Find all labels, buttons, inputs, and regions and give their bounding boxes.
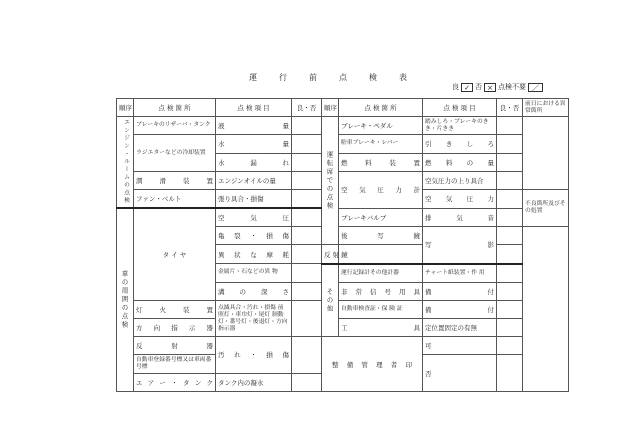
reject-label: 否 bbox=[423, 355, 497, 392]
header-row bbox=[117, 99, 569, 117]
result-cell[interactable] bbox=[292, 227, 322, 245]
recorder: 運行記録計その他計器 bbox=[339, 264, 423, 283]
pressure-gauge: 空 気 圧 力 計 bbox=[339, 171, 423, 208]
result-cell[interactable] bbox=[497, 189, 523, 208]
reject-seal[interactable] bbox=[497, 355, 523, 392]
header-seq-right: 順序 bbox=[322, 99, 339, 117]
header-location: 点 検 箇 所 bbox=[134, 99, 216, 117]
lubrication: 潤 滑 装 置 bbox=[134, 171, 216, 189]
dirt-damage: 汚 れ ・ 損 傷 bbox=[216, 337, 292, 373]
crack-damage: 亀 裂 ・ 損 傷 bbox=[216, 227, 292, 245]
header-result: 良・否 bbox=[292, 99, 322, 117]
result-cell[interactable] bbox=[497, 208, 523, 227]
header-seq: 順序 bbox=[117, 99, 134, 117]
chart-operation: チャート紙装置・作 用 bbox=[423, 264, 497, 283]
result-cell[interactable] bbox=[497, 300, 523, 318]
air-tank: エアー・タンク bbox=[134, 373, 216, 391]
result-cell[interactable] bbox=[292, 153, 322, 171]
number-plate: 自動車登録番号標又は車両番号標 bbox=[134, 355, 216, 373]
cross-mark-icon: × bbox=[484, 83, 496, 92]
water-leak: 水 漏 れ bbox=[216, 153, 292, 171]
fixed-position: 定位置固定の有無 bbox=[423, 319, 497, 337]
result-legend: 良 ✓ 否 × 点検不要 ／ bbox=[452, 82, 543, 92]
result-cell[interactable] bbox=[292, 373, 322, 391]
lever-pull: 引 き し ろ bbox=[423, 135, 497, 153]
result-cell[interactable] bbox=[292, 208, 322, 227]
belt-tension: 張り具合・損傷 bbox=[216, 189, 292, 208]
result-cell[interactable] bbox=[497, 282, 523, 300]
abnormal-wear: 異 状 な 摩 耗 bbox=[216, 245, 292, 264]
engine-oil: エンジンオイルの量 bbox=[216, 171, 292, 189]
header-result-right: 良・否 bbox=[497, 99, 523, 117]
result-cell[interactable] bbox=[497, 264, 523, 283]
groove-depth: 溝 の 深 さ bbox=[216, 282, 292, 300]
header-item: 点 検 項 目 bbox=[216, 99, 292, 117]
pressure-rise: 空気圧力の上り具合 bbox=[423, 171, 497, 189]
water-level: 水 量 bbox=[216, 135, 292, 153]
slash-mark-icon: ／ bbox=[528, 83, 543, 92]
equip-flare: 備 付 bbox=[423, 282, 497, 300]
notes-area[interactable] bbox=[523, 227, 569, 392]
result-cell[interactable] bbox=[497, 171, 523, 189]
foreign-object: 金属片・石などの異 物 bbox=[216, 264, 292, 283]
equip-cert: 備 付 bbox=[423, 300, 497, 318]
header-item-right: 点 検 項 目 bbox=[423, 99, 497, 117]
air-pressure-right: 空 気 圧 力 bbox=[423, 189, 497, 208]
approve-label: 可 bbox=[423, 337, 497, 355]
indicators: 方 向 指 示 器 bbox=[134, 319, 216, 337]
brake-reservoir: ブレーキのリザーバ・タンク bbox=[134, 117, 216, 135]
tools: 工 具 bbox=[339, 319, 423, 337]
result-cell[interactable] bbox=[292, 245, 322, 264]
group-other: その他 bbox=[322, 264, 339, 337]
fluid-level: 液 量 bbox=[216, 117, 292, 135]
approve-seal[interactable] bbox=[497, 337, 523, 355]
result-cell[interactable] bbox=[292, 135, 322, 153]
inspection-table bbox=[116, 98, 569, 392]
rear-mirror: 後 写 鏡 bbox=[339, 227, 423, 245]
result-cell[interactable] bbox=[292, 282, 322, 300]
brake-valve: ブレーキバルブ bbox=[339, 208, 423, 227]
fuel-system: 燃 料 装 置 bbox=[339, 153, 423, 171]
condensate: タンク内の凝水 bbox=[216, 373, 292, 391]
tire-air-pressure: 空 気 圧 bbox=[216, 208, 292, 227]
reflect-mirror: 反 射 鏡 bbox=[322, 245, 339, 264]
brake-pedal: ブレーキ・ペダル bbox=[339, 117, 423, 135]
tire: タ イ ヤ bbox=[134, 208, 216, 300]
fuel-qty: 燃 料 の 量 bbox=[423, 153, 497, 171]
result-cell[interactable] bbox=[292, 337, 322, 373]
fan-belt: ファン・ベルト bbox=[134, 189, 216, 208]
vehicle-cert: 自動車検査証・保 険 証 bbox=[339, 300, 423, 318]
result-cell[interactable] bbox=[339, 245, 423, 264]
bad-note: 不良箇所及びその処置 bbox=[523, 189, 569, 226]
result-cell[interactable] bbox=[497, 135, 523, 153]
light-check: 点滅具合・汚れ・損傷 前照灯・車巾灯・尾灯 制動灯・番号灯・後退灯・方向指示器 bbox=[216, 300, 292, 336]
pedal-play: 踏みしろ・ブレーキのきき・片きき bbox=[423, 117, 497, 135]
exhaust-sound: 排 気 音 bbox=[423, 208, 497, 227]
group-vehicle: 車の周囲の点検 bbox=[117, 208, 134, 391]
result-cell[interactable] bbox=[292, 189, 322, 208]
result-cell[interactable] bbox=[292, 264, 322, 283]
result-cell[interactable] bbox=[292, 300, 322, 336]
group-driver: 運転席での点検 bbox=[322, 117, 339, 245]
lights: 灯 火 装 置 bbox=[134, 300, 216, 318]
group-engine: エンジン・ルームの点検 bbox=[117, 117, 134, 208]
header-location-right: 点 検 箇 所 bbox=[339, 99, 423, 117]
prev-day-notes[interactable] bbox=[523, 117, 569, 190]
page-title: 運 行 前 点 検 表 bbox=[249, 73, 407, 82]
parking-brake: 駐車ブレーキ・レバー bbox=[339, 135, 423, 153]
result-cell[interactable] bbox=[497, 227, 523, 245]
result-cell[interactable] bbox=[497, 117, 523, 135]
result-cell[interactable] bbox=[497, 153, 523, 171]
check-mark-icon: ✓ bbox=[461, 83, 473, 92]
header-prev-day: 前日における異常箇所 bbox=[523, 99, 569, 117]
result-cell[interactable] bbox=[292, 171, 322, 189]
reflector: 反 射 器 bbox=[134, 337, 216, 355]
mirror-reflect: 写 影 bbox=[423, 227, 497, 264]
result-cell[interactable] bbox=[292, 117, 322, 135]
result-cell[interactable] bbox=[497, 319, 523, 337]
flare: 非 常 信 号 用 具 bbox=[339, 282, 423, 300]
manager-seal: 整 備 管 理 者 印 bbox=[322, 337, 423, 392]
radiator: ラジエターなどの冷却装置 bbox=[134, 135, 216, 171]
